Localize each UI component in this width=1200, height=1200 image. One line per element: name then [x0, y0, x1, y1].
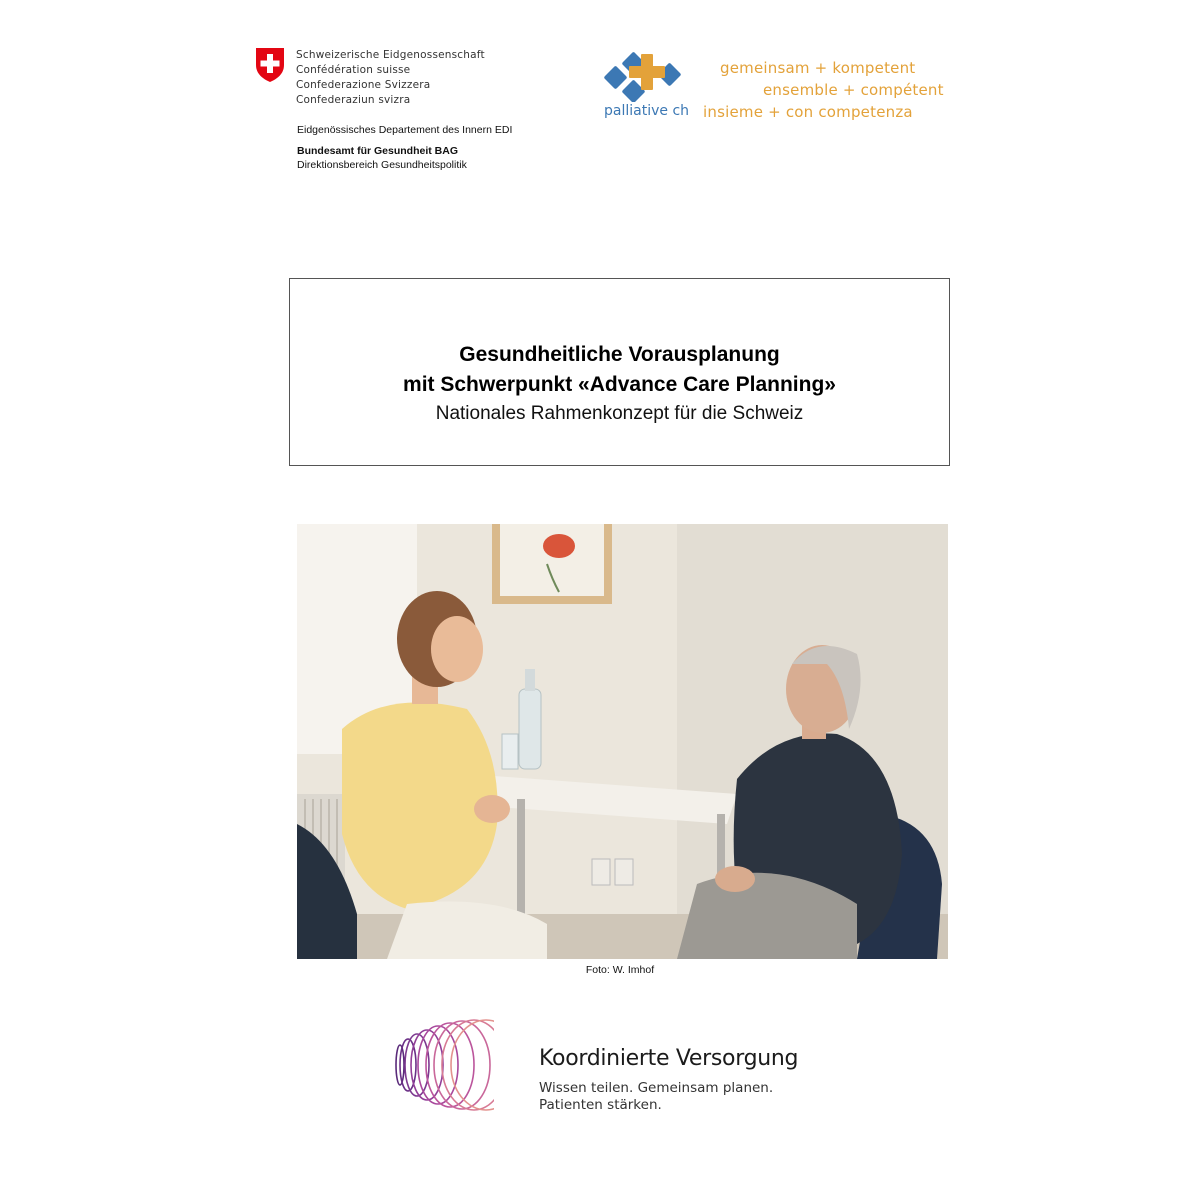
koordinierte-tagline-line2: Patienten stärken.: [539, 1097, 662, 1113]
title-box: [289, 278, 950, 466]
photo-caption: Foto: W. Imhof: [585, 964, 655, 976]
palliative-tagline-fr: ensemble + compétent: [763, 81, 944, 99]
document-title-line1: Gesundheitliche Vorausplanung: [459, 343, 780, 366]
federal-name-fr: Confédération suisse: [296, 64, 411, 76]
koordinierte-tagline-line1: Wissen teilen. Gemeinsam planen.: [539, 1080, 774, 1096]
federal-name-rm: Confederaziun svizra: [296, 94, 411, 106]
koordinierte-title: Koordinierte Versorgung: [539, 1046, 799, 1071]
federal-names: [296, 48, 485, 108]
division-name: Direktionsbereich Gesundheitspolitik: [297, 159, 467, 171]
palliative-tagline-it: insieme + con competenza: [703, 103, 913, 121]
department-name: Eidgenössisches Departement des Innern EDI: [297, 124, 513, 136]
document-subtitle: Nationales Rahmenkonzept für die Schweiz: [435, 403, 804, 424]
swiss-coat-of-arms-icon: [255, 47, 285, 83]
palliative-ch-logo-icon: [604, 52, 686, 102]
federal-name-de: Schweizerische Eidgenossenschaft: [296, 49, 485, 61]
palliative-name: palliative ch: [604, 103, 690, 119]
office-block: [297, 144, 467, 172]
koordinierte-versorgung-logo-icon: [390, 1018, 525, 1113]
cover-photo: [297, 524, 948, 959]
palliative-tagline-de: gemeinsam + kompetent: [720, 59, 916, 77]
document-title-line2: mit Schwerpunkt «Advance Care Planning»: [403, 373, 836, 396]
office-name: Bundesamt für Gesundheit BAG: [297, 145, 459, 157]
federal-name-it: Confederazione Svizzera: [296, 79, 431, 91]
